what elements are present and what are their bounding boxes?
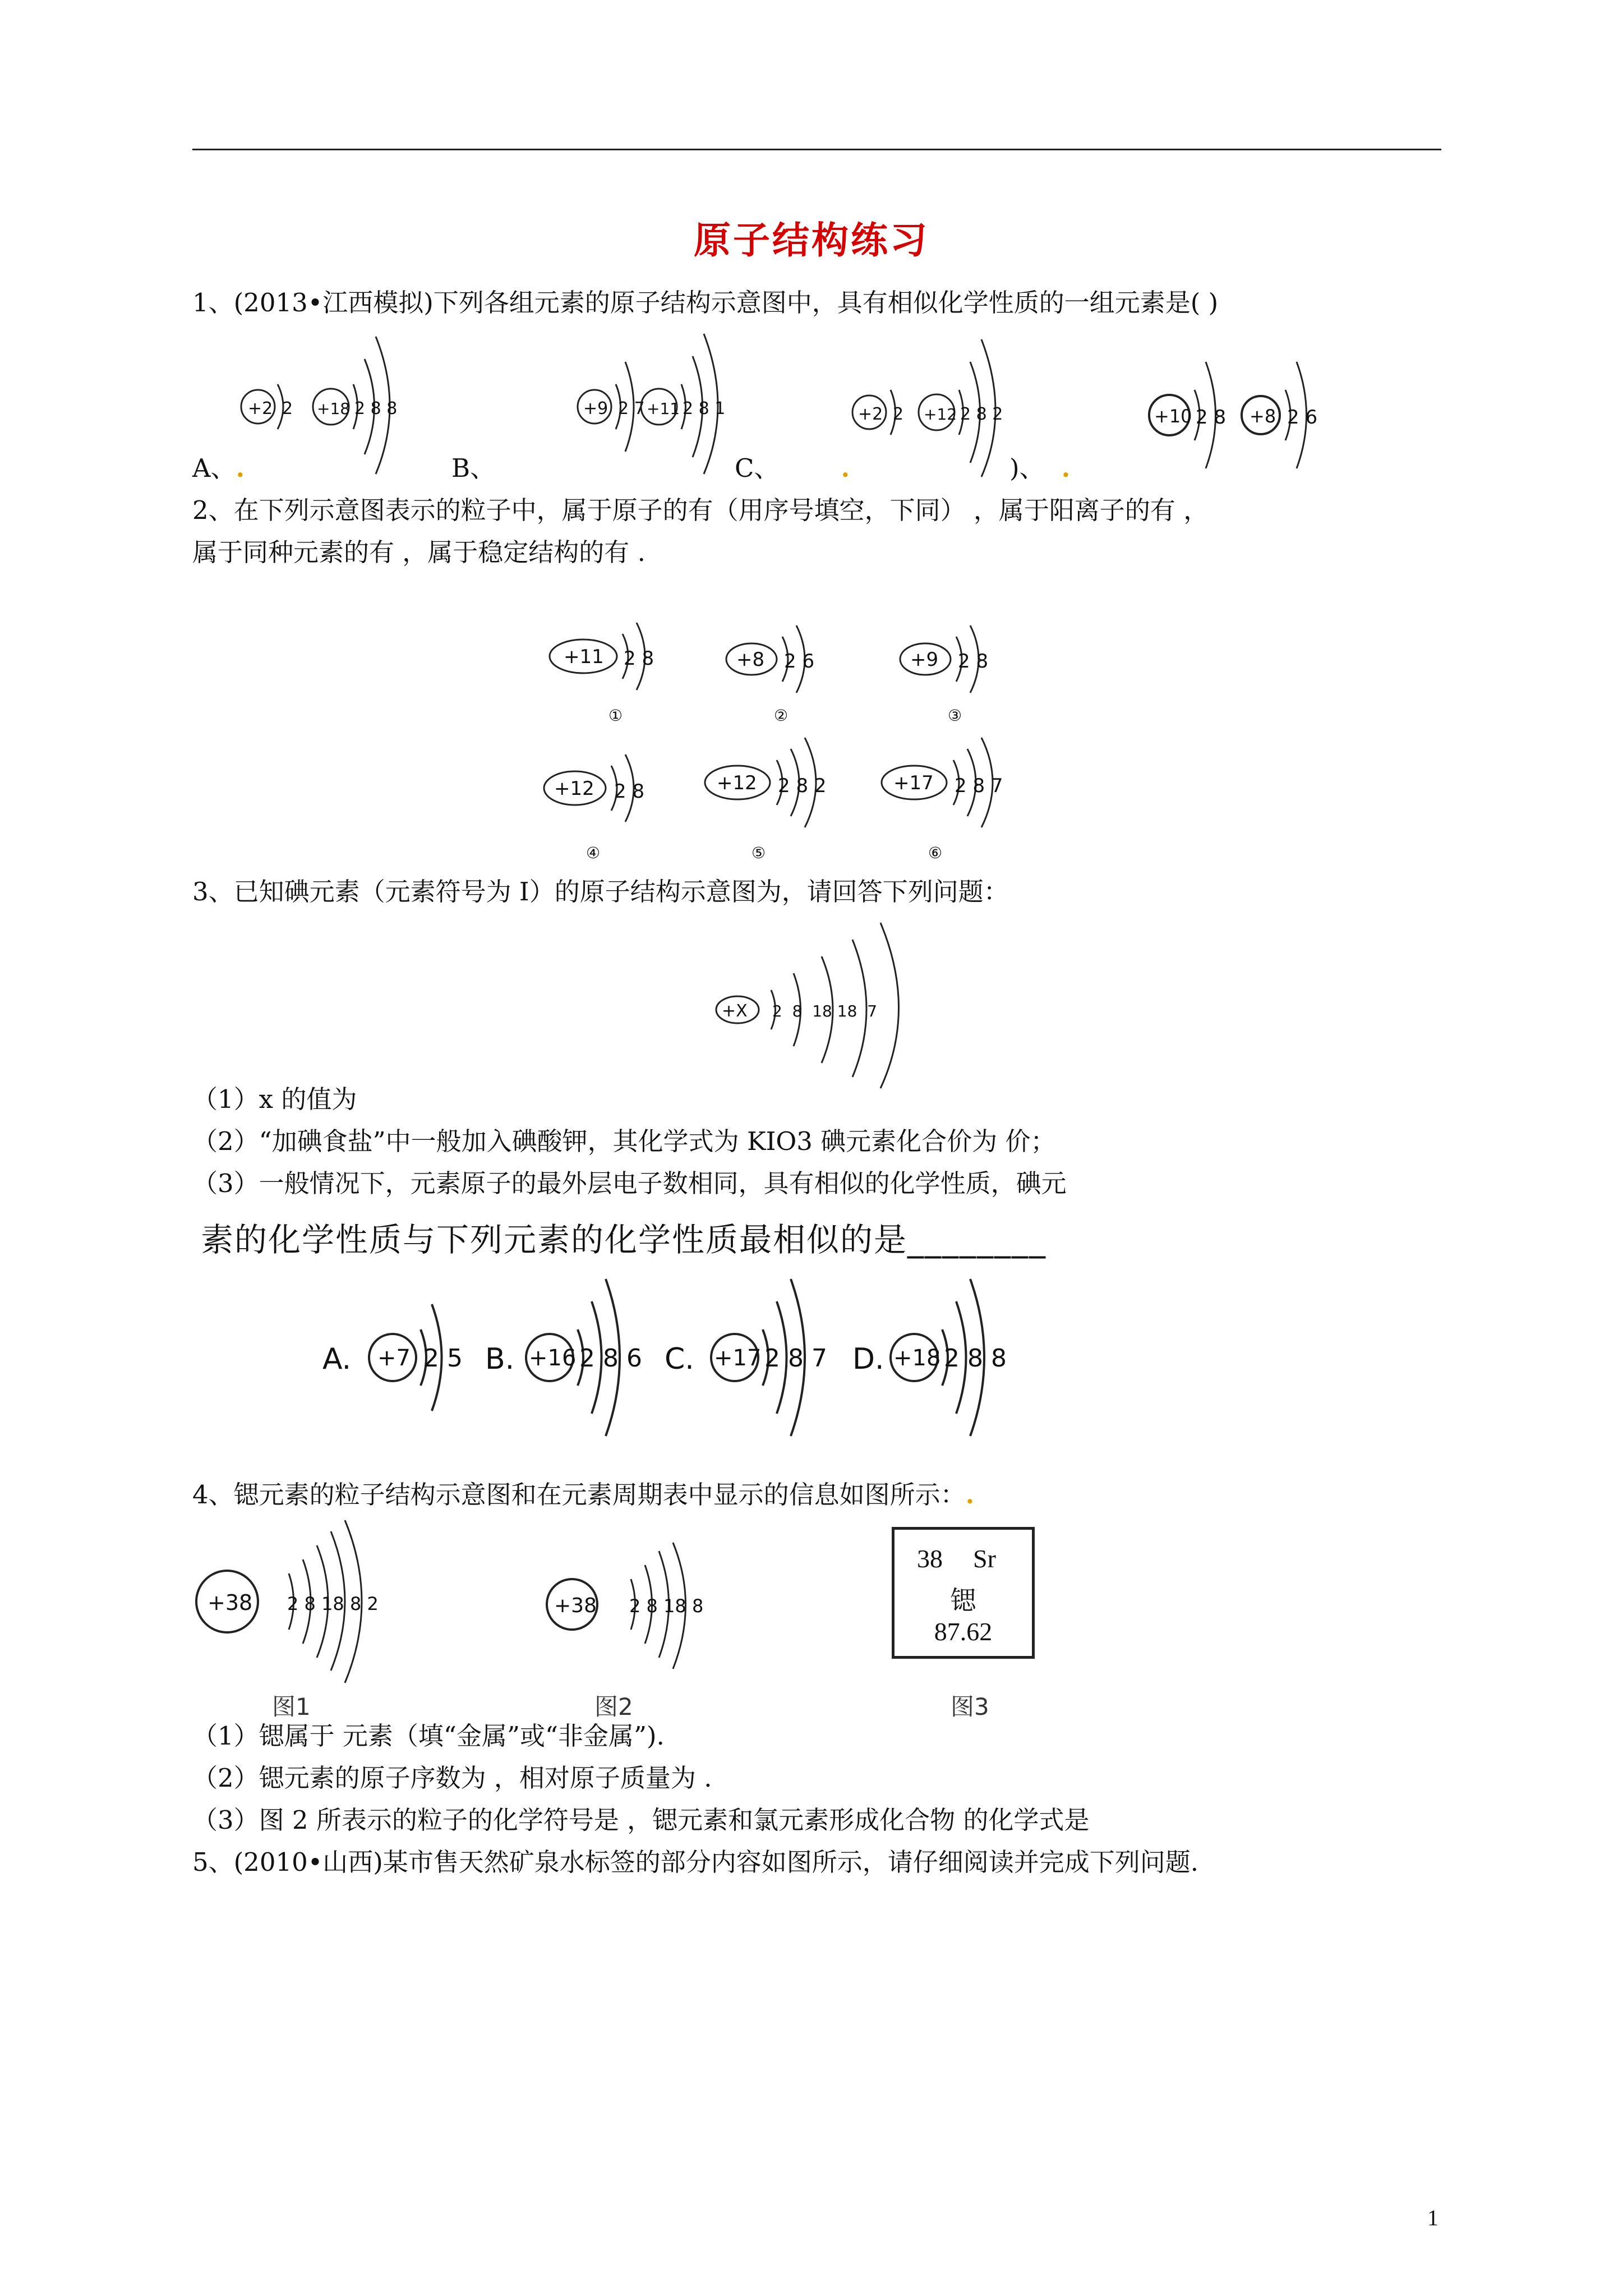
svg-text:2: 2 xyxy=(282,399,293,418)
q1-option-c: C、 . xyxy=(735,453,850,483)
svg-text:+16: +16 xyxy=(529,1345,577,1371)
q1-atom-diagrams-d xyxy=(1138,337,1363,482)
fig1-label: 图1 xyxy=(272,1693,311,1720)
svg-text:2 8 18 18 7: 2 8 18 18 7 xyxy=(772,1002,878,1020)
svg-text:+18: +18 xyxy=(893,1345,941,1371)
q4-sub1: （1）锶属于 元素（填“金属”或“非金属”). xyxy=(192,1721,665,1751)
svg-text:+38: +38 xyxy=(554,1594,597,1617)
q1-option-a: A、. xyxy=(192,453,245,483)
svg-text:2 8 2: 2 8 2 xyxy=(960,404,1003,424)
q1-text: 1、(2013•江西模拟)下列各组元素的原子结构示意图中，具有相似化学性质的一组元素是( ) xyxy=(192,288,1219,318)
q3-choice-diagrams xyxy=(322,1273,1052,1442)
svg-text:2 6: 2 6 xyxy=(784,650,815,673)
q3-image-question: 素的化学性质与下列元素的化学性质最相似的是________ xyxy=(201,1221,1047,1259)
strontium-fig1 xyxy=(191,1520,415,1683)
svg-text:2 7: 2 7 xyxy=(618,399,645,418)
svg-text:+11: +11 xyxy=(564,646,604,668)
svg-text:+X: +X xyxy=(722,1001,748,1021)
svg-text:①: ① xyxy=(608,706,623,725)
svg-text:+17: +17 xyxy=(893,772,934,794)
q2-line2: 属于同种元素的有 ，属于稳定结构的有 . xyxy=(192,537,645,567)
svg-text:2 8: 2 8 xyxy=(614,780,645,803)
svg-text:2 8 7: 2 8 7 xyxy=(955,775,1003,797)
svg-text:D.: D. xyxy=(852,1342,884,1376)
svg-text:C.: C. xyxy=(665,1342,694,1376)
svg-text:+11: +11 xyxy=(647,399,680,418)
q1-atom-a1-label: +2 xyxy=(248,399,273,418)
q3-intro: 3、已知碘元素（元素符号为 I）的原子结构示意图为，请回答下列问题： xyxy=(192,877,1009,907)
svg-text:②: ② xyxy=(774,706,789,725)
svg-text:+7: +7 xyxy=(377,1345,411,1371)
sr-symbol: Sr xyxy=(973,1544,996,1573)
iodine-atom-diagram xyxy=(709,920,934,1088)
svg-text:2 8 8: 2 8 8 xyxy=(944,1344,1007,1373)
q4-sub3: （3）图 2 所表示的粒子的化学符号是 ，锶元素和氯元素形成化合物 的化学式是 xyxy=(192,1805,1090,1835)
q5-text: 5、(2010•山西)某市售天然矿泉水标签的部分内容如图所示，请仔细阅读并完成下列问题. xyxy=(192,1847,1199,1877)
svg-text:+10: +10 xyxy=(1154,406,1192,427)
svg-text:+12: +12 xyxy=(924,405,957,424)
svg-text:2 5: 2 5 xyxy=(423,1344,463,1373)
strontium-periodic-cell xyxy=(892,1527,1035,1659)
q1-atom-diagrams xyxy=(191,331,1099,477)
svg-text:2 8 8: 2 8 8 xyxy=(354,399,398,418)
svg-text:2 8: 2 8 xyxy=(1196,406,1227,429)
svg-text:2 8: 2 8 xyxy=(624,647,654,670)
sr-name: 锶 xyxy=(950,1585,976,1616)
q3-sub3: （3）一般情况下，元素原子的最外层电子数相同，具有相似的化学性质，碘元 xyxy=(192,1168,1067,1198)
svg-text:2 6: 2 6 xyxy=(1287,406,1318,429)
svg-text:+18: +18 xyxy=(317,399,351,418)
strontium-fig2 xyxy=(538,1543,740,1677)
svg-text:B.: B. xyxy=(485,1342,515,1376)
header-rule xyxy=(192,149,1441,150)
svg-text:2 8 6: 2 8 6 xyxy=(579,1344,642,1373)
svg-text:⑤: ⑤ xyxy=(751,844,766,862)
svg-text:+9: +9 xyxy=(583,399,608,418)
q2-particle-diagrams xyxy=(538,617,1071,875)
q1-option-d: )、 . xyxy=(1009,453,1071,483)
svg-text:+12: +12 xyxy=(554,777,594,800)
svg-text:A.: A. xyxy=(322,1342,352,1376)
svg-text:2 8 18 8: 2 8 18 8 xyxy=(629,1595,704,1617)
q2-line1: 2、在下列示意图表示的粒子中，属于原子的有（用序号填空，下同） ，属于阳离子的有 ， xyxy=(192,495,1209,525)
q4-intro: 4、锶元素的粒子结构示意图和在元素周期表中显示的信息如图所示：. xyxy=(192,1480,975,1510)
q3-sub1: （1）x 的值为 xyxy=(192,1084,357,1114)
svg-text:③: ③ xyxy=(948,706,962,725)
svg-text:+8: +8 xyxy=(1249,406,1276,427)
fig2-label: 图2 xyxy=(594,1693,633,1720)
q1-option-b: B、 xyxy=(451,453,496,483)
svg-text:2 8: 2 8 xyxy=(958,650,989,673)
sr-atomic-number: 38 xyxy=(917,1544,943,1573)
svg-text:2 8 2: 2 8 2 xyxy=(778,775,827,797)
q3-sub2: （2）“加碘食盐”中一般加入碘酸钾，其化学式为 KIO3 碘元素化合价为 价； xyxy=(192,1126,1056,1156)
svg-text:+38: +38 xyxy=(208,1590,253,1615)
svg-text:+2: +2 xyxy=(858,404,883,424)
svg-text:⑥: ⑥ xyxy=(928,844,943,862)
svg-text:2 8 18 8 2: 2 8 18 8 2 xyxy=(287,1593,379,1614)
svg-text:+17: +17 xyxy=(714,1345,762,1371)
page-number: 1 xyxy=(1427,2205,1438,2230)
q4-sub2: （2）锶元素的原子序数为 ，相对原子质量为 . xyxy=(192,1763,712,1793)
svg-text:+12: +12 xyxy=(717,772,757,794)
svg-text:④: ④ xyxy=(586,844,601,862)
svg-text:2: 2 xyxy=(893,404,904,424)
fig3-label: 图3 xyxy=(951,1693,989,1720)
svg-text:2 8 7: 2 8 7 xyxy=(764,1344,827,1373)
svg-text:+8: +8 xyxy=(736,648,765,671)
svg-text:2 8 1: 2 8 1 xyxy=(683,399,726,418)
sr-mass: 87.62 xyxy=(934,1617,993,1646)
svg-text:+9: +9 xyxy=(910,648,939,671)
page-title: 原子结构练习 xyxy=(694,218,929,262)
